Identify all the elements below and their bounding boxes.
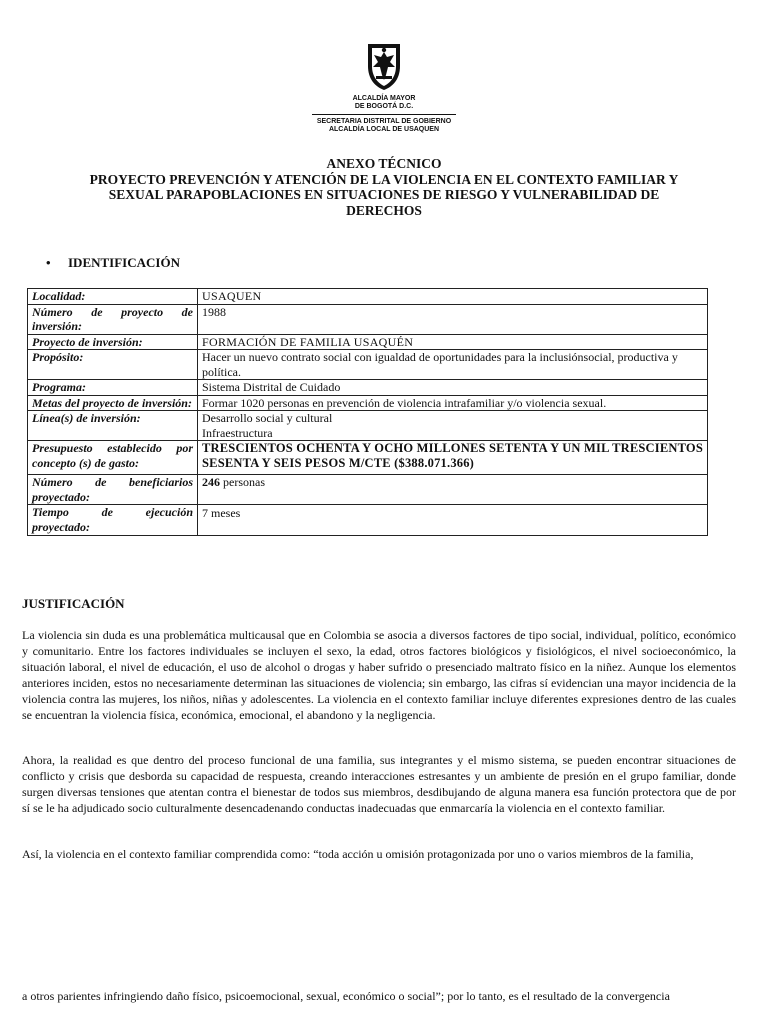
tiempo-ejecucion-label: Tiempo de ejecución proyectado:	[28, 505, 198, 536]
section-justificacion: JUSTIFICACIÓN	[22, 596, 125, 611]
metas-label: Metas del proyecto de inversión:	[28, 395, 198, 411]
section-heading: IDENTIFICACIÓN	[68, 255, 180, 270]
title-line1: ANEXO TÉCNICO	[326, 156, 442, 171]
beneficiarios-label: Número de beneficiarios proyectado:	[28, 475, 198, 505]
proposito-label: Propósito:	[28, 350, 198, 380]
table-row	[28, 289, 708, 305]
proyecto-inversion-label: Proyecto de inversión:	[28, 334, 198, 350]
section-identificacion	[46, 255, 180, 271]
programa-value: Sistema Distrital de Cuidado	[198, 380, 708, 396]
table-row	[28, 411, 708, 441]
numero-proyecto-value: 1988	[198, 304, 708, 334]
org-name-line1: ALCALDÍA MAYOR	[352, 95, 416, 102]
paragraph: Así, la violencia en el contexto familiar comprendida como: “toda acción u omisión protagonizada por uno o varios miembros de la familia,	[22, 847, 694, 861]
header-divider	[312, 114, 456, 115]
beneficiarios-unit: personas	[220, 475, 265, 489]
numero-proyecto-label: Número de proyecto de inversión:	[28, 304, 198, 334]
document-title	[60, 156, 708, 218]
table-row	[28, 334, 708, 350]
localidad-label: Localidad:	[28, 289, 198, 305]
title-line2: PROYECTO PREVENCIÓN Y ATENCIÓN DE LA VIOLENCIA EN EL CONTEXTO FAMILIAR Y	[89, 171, 679, 187]
metas-value: Formar 1020 personas en prevención de violencia intrafamiliar y/o violencia sexual.	[198, 395, 708, 411]
org-name-line4: ALCALDÍA LOCAL DE USAQUEN	[328, 126, 440, 133]
beneficiarios-value	[198, 475, 708, 505]
table-row	[28, 441, 708, 475]
table-row	[28, 304, 708, 334]
programa-label: Programa:	[28, 380, 198, 396]
linea-inversion-item: Infraestructura	[202, 425, 273, 440]
table-row	[28, 380, 708, 396]
table-row	[28, 395, 708, 411]
identification-table	[27, 288, 708, 536]
beneficiarios-number: 246	[202, 475, 220, 489]
table-row	[28, 475, 708, 505]
table-row	[28, 505, 708, 536]
title-line3: SEXUAL PARAPOBLACIONES EN SITUACIONES DE RIESGO Y VULNERABILIDAD DE	[108, 187, 660, 202]
linea-inversion-label: Línea(s) de inversión:	[28, 411, 198, 441]
presupuesto-value: TRESCIENTOS OCHENTA Y OCHO MILLONES SETENTA Y UN MIL TRESCIENTOS SESENTA Y SEIS PESOS M/CTE ($388.071.366)	[198, 441, 708, 475]
org-name-line2: DE BOGOTÁ D.C.	[354, 103, 414, 110]
proposito-value: Hacer un nuevo contrato social con igualdad de oportunidades para la inclusiónsocial, productiva y política.	[198, 350, 708, 380]
presupuesto-label: Presupuesto establecido por concepto (s) de gasto:	[28, 441, 198, 475]
localidad-value: USAQUEN	[198, 289, 708, 305]
org-name-line3: SECRETARIA DISTRITAL DE GOBIERNO	[316, 118, 452, 125]
paragraph: La violencia sin duda es una problemática multicausal que en Colombia se asocia a diversos factores de tipo social, individual, político, económico y comunitario. Entre los factores individuales se incluyen el sexo, la edad, otros factores biológicos y fisiológicos, el nivel socioeconómico, la situación laboral, el nivel de educación, el uso de alcohol o drogas y haber sufrido o presenciado maltrato físico en la niñez. Aunque los elementos anteriores inciden, estos no necesariamente determinan las situaciones de violencia; sin embargo, las cifras sí evidencian una mayor incidencia de la violencia contra las mujeres, los niños, niñas y adolescentes. La violencia en el contexto familiar incluye diferentes expresiones dentro de las cuales se encuentran la violencia física, económica, emocional, el abandono y la negligencia.	[22, 628, 736, 722]
table-row	[28, 350, 708, 380]
linea-inversion-value	[198, 411, 708, 441]
proyecto-inversion-value: FORMACIÓN DE FAMILIA USAQUÉN	[198, 334, 708, 350]
bullet-icon: •	[46, 255, 51, 270]
linea-inversion-item: Desarrollo social y cultural	[202, 411, 333, 425]
paragraph: a otros parientes infringiendo daño físico, psicoemocional, sexual, económico o social”; por lo tanto, es el resultado de la convergencia	[22, 989, 670, 1003]
tiempo-ejecucion-value: 7 meses	[198, 505, 708, 536]
coat-of-arms-icon	[364, 42, 404, 92]
title-line4: DERECHOS	[346, 202, 422, 218]
paragraph: Ahora, la realidad es que dentro del proceso funcional de una familia, sus integrantes y el mismo sistema, se pueden encontrar situaciones de conflicto y crisis que desborda su capacidad de respuesta, creando interacciones estresantes y un ambiente de presión en el grupo familiar, donde surgen diversas tensiones que atentan contra el bienestar de todos sus miembros, desdibujando de alguna manera esa función protectora que de por sí se le ha adjudicado socio culturalmente desencadenando conductas inadecuadas que enmarcaría la violencia en el contexto familiar.	[22, 753, 736, 815]
